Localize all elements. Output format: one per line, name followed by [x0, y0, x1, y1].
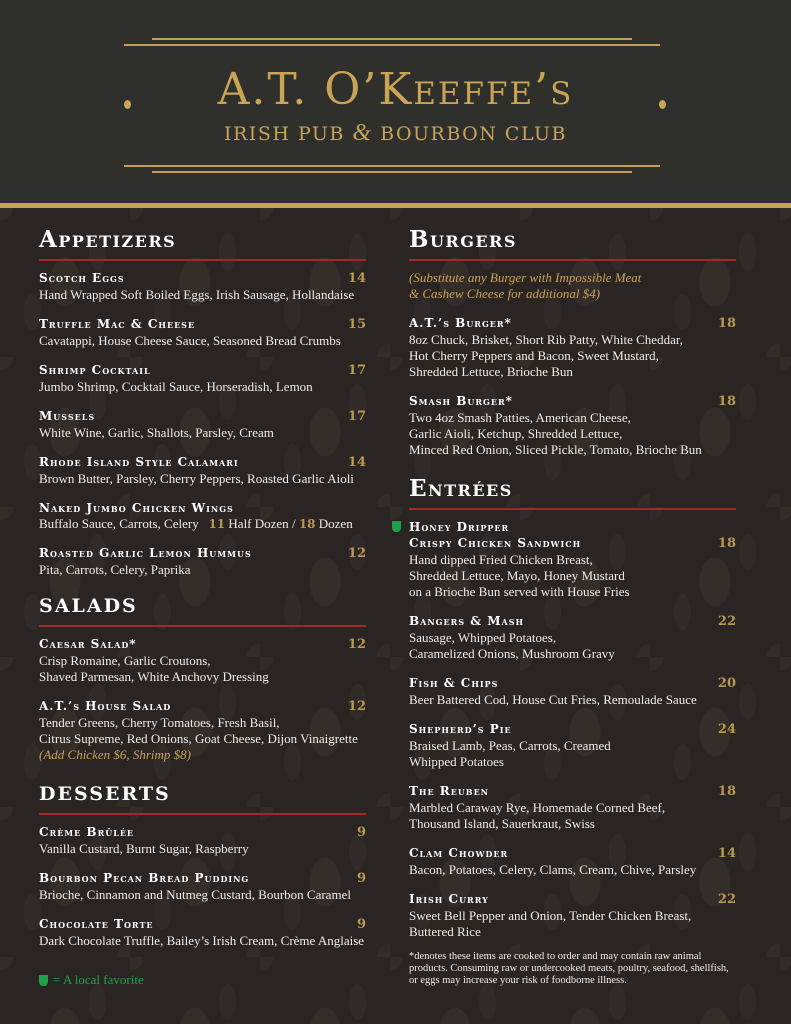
shield-icon: [392, 521, 401, 532]
item-price: 17: [347, 363, 366, 378]
item-price: 18: [717, 316, 736, 331]
item-note: (Add Chicken $6, Shrimp $8): [39, 747, 192, 762]
description-text: Caramelized Onions, Mushroom Gravy: [409, 646, 615, 661]
menu-item: [39, 870, 366, 903]
item-name: Scotch Eggs: [39, 271, 125, 285]
item-header: [39, 408, 366, 425]
description-text: Buffalo Sauce, Carrots, Celery: [39, 516, 199, 531]
item-description: [409, 754, 736, 770]
menu-item: [39, 824, 366, 857]
section-salads: [39, 593, 366, 776]
item-price: 14: [347, 455, 366, 470]
shield-icon: [39, 975, 48, 986]
description-text: Vanilla Custard, Burnt Sugar, Raspberry: [39, 841, 249, 856]
item-name: Naked Jumbo Chicken Wings: [39, 501, 234, 515]
item-description: [409, 738, 736, 754]
item-description: [39, 287, 366, 303]
restaurant-subtitle: [0, 120, 791, 147]
menu-item: [409, 845, 736, 878]
item-name: Irish Curry: [409, 892, 489, 906]
item-price: 14: [347, 271, 366, 286]
description-text: Brioche, Cinnamon and Nutmeg Custard, Bourbon Caramel: [39, 887, 351, 902]
description-text: Shredded Lettuce, Mayo, Honey Mustard: [409, 568, 625, 583]
item-header: [39, 870, 366, 887]
item-header: [409, 613, 736, 630]
menu-item: [39, 500, 366, 532]
item-price: 14: [717, 846, 736, 861]
header-rule: [124, 44, 660, 46]
subtitle-right: BOURBON CLUB: [380, 123, 567, 145]
section-title: Entrées: [409, 476, 736, 510]
description-text: Hand Wrapped Soft Boiled Eggs, Irish Sausage, Hollandaise: [39, 287, 355, 302]
menu-item: [409, 613, 736, 662]
description-text: Crisp Romaine, Garlic Croutons,: [39, 653, 211, 668]
item-description: [39, 933, 366, 949]
item-name: Clam Chowder: [409, 846, 509, 860]
item-description: [39, 715, 366, 731]
item-header: [39, 270, 366, 287]
item-description: [39, 333, 366, 349]
description-text: White Wine, Garlic, Shallots, Parsley, Cream: [39, 425, 274, 440]
header-rule: [152, 38, 632, 40]
item-price: 22: [717, 892, 736, 907]
option-label: Half Dozen: [228, 516, 289, 531]
menu-item: [39, 270, 366, 303]
item-price: 12: [347, 546, 366, 561]
item-price: 20: [717, 676, 736, 691]
description-text: Marbled Caraway Rye, Homemade Corned Beef,: [409, 800, 666, 815]
description-text: Jumbo Shrimp, Cocktail Sauce, Horseradish, Lemon: [39, 379, 313, 394]
option-price: 11: [208, 517, 226, 531]
legend-label: = A local favorite: [53, 972, 144, 987]
item-price: 12: [347, 699, 366, 714]
item-description: [409, 800, 736, 816]
section-intro: [409, 270, 736, 302]
item-header: [409, 845, 736, 862]
item-description: [409, 552, 736, 568]
option-label: Dozen: [318, 516, 353, 531]
item-description: [409, 568, 736, 584]
header: [0, 0, 791, 203]
section-appetizers: [39, 227, 366, 591]
section-entrees: [409, 476, 736, 953]
description-text: Sausage, Whipped Potatoes,: [409, 630, 557, 645]
item-description: [39, 887, 366, 903]
ornament-dot: [659, 100, 666, 109]
item-name: Caesar Salad*: [39, 637, 137, 651]
item-header: [39, 500, 366, 516]
item-name: Shepherd’s Pie: [409, 722, 512, 736]
menu-item: [409, 783, 736, 832]
section-title: Burgers: [409, 227, 736, 261]
intro-line: & Cashew Cheese for additional $4): [409, 286, 601, 301]
description-text: Beer Battered Cod, House Cut Fries, Remoulade Sauce: [409, 692, 697, 707]
item-price: 17: [347, 409, 366, 424]
header-gold-bar: [0, 203, 791, 208]
description-text: 8oz Chuck, Brisket, Short Rib Patty, White Cheddar,: [409, 332, 683, 347]
option-price: 18: [298, 517, 316, 531]
item-name: Shrimp Cocktail: [39, 363, 151, 377]
item-description: [409, 410, 736, 426]
item-description: [39, 379, 366, 395]
item-price: 15: [347, 317, 366, 332]
section-burgers: [409, 227, 736, 471]
item-header: [409, 393, 736, 410]
item-header: [39, 916, 366, 933]
menu-item: [39, 698, 366, 763]
description-text: Dark Chocolate Truffle, Bailey’s Irish Cream, Crème Anglaise: [39, 933, 365, 948]
item-name: Crispy Chicken Sandwich: [409, 536, 582, 550]
item-header: [39, 454, 366, 471]
item-header: [409, 891, 736, 908]
item-description: [39, 562, 366, 578]
item-description: [409, 924, 736, 940]
header-rule: [152, 171, 632, 173]
item-description: [409, 348, 736, 364]
menu-item: [39, 362, 366, 395]
restaurant-name: A.T. O’Keeffe’s: [217, 64, 574, 115]
menu-item: [409, 393, 736, 458]
item-description: [39, 841, 366, 857]
item-description: [409, 442, 736, 458]
menu-item: [409, 315, 736, 380]
item-description: [39, 653, 366, 669]
section-desserts: [39, 781, 366, 962]
item-header: [39, 545, 366, 562]
item-header: [39, 316, 366, 333]
item-description: [409, 426, 736, 442]
item-name: A.T.’s House Salad: [39, 699, 172, 713]
description-text: Brown Butter, Parsley, Cherry Peppers, Roasted Garlic Aioli: [39, 471, 354, 486]
header-rule: [124, 165, 660, 167]
item-description: [39, 669, 366, 685]
menu-item: [39, 316, 366, 349]
item-header: [409, 315, 736, 332]
description-text: Braised Lamb, Peas, Carrots, Creamed: [409, 738, 611, 753]
menu-item: [409, 519, 736, 600]
item-name: Chocolate Torte: [39, 917, 154, 931]
item-description: [409, 364, 736, 380]
menu-item: [409, 891, 736, 940]
intro-line: (Substitute any Burger with Impossible Meat: [409, 270, 642, 285]
item-price: 24: [717, 722, 736, 737]
item-price: 18: [717, 394, 736, 409]
item-description: [409, 332, 736, 348]
item-description: [409, 630, 736, 646]
item-name: The Reuben: [409, 784, 489, 798]
section-title: Appetizers: [39, 227, 366, 261]
subtitle-left: IRISH PUB: [224, 123, 345, 145]
item-name: Rhode Island Style Calamari: [39, 455, 239, 469]
description-text: Two 4oz Smash Patties, American Cheese,: [409, 410, 631, 425]
description-text: Thousand Island, Sauerkraut, Swiss: [409, 816, 595, 831]
description-text: Hand dipped Fried Chicken Breast,: [409, 552, 593, 567]
item-header: [39, 824, 366, 841]
description-text: Shredded Lettuce, Brioche Bun: [409, 364, 573, 379]
description-text: Whipped Potatoes: [409, 754, 504, 769]
description-text: Buttered Rice: [409, 924, 481, 939]
menu-item: [409, 721, 736, 770]
item-name: Crème Brûlée: [39, 825, 135, 839]
menu-item: [39, 636, 366, 685]
description-text: Minced Red Onion, Sliced Pickle, Tomato, Brioche Bun: [409, 442, 702, 457]
menu-item: [39, 454, 366, 487]
section-title: SALADS: [39, 593, 366, 627]
item-name: Roasted Garlic Lemon Hummus: [39, 546, 252, 560]
item-description: [39, 425, 366, 441]
item-name: Fish & Chips: [409, 676, 499, 690]
menu-item: [409, 675, 736, 708]
item-header: [39, 698, 366, 715]
item-price: 9: [356, 871, 366, 886]
description-text: Pita, Carrots, Celery, Paprika: [39, 562, 191, 577]
item-description: [409, 816, 736, 832]
item-name: Bangers & Mash: [409, 614, 525, 628]
item-header: [409, 675, 736, 692]
item-price: 22: [717, 614, 736, 629]
item-price: 9: [356, 917, 366, 932]
item-description: [409, 908, 736, 924]
item-name: Smash Burger*: [409, 394, 513, 408]
allergy-footnote: *denotes these items are cooked to order and may contain raw animal products. Consuming raw or undercooked meats, poultry, seafood, shellfish, or eggs may increase your risk of foodborne illness.: [409, 951, 729, 986]
item-name: A.T.’s Burger*: [409, 316, 512, 330]
item-name: Mussels: [39, 409, 96, 423]
item-price: 9: [356, 825, 366, 840]
menu-item: [39, 545, 366, 578]
description-text: Shaved Parmesan, White Anchovy Dressing: [39, 669, 269, 684]
item-name: Bourbon Pecan Bread Pudding: [39, 871, 250, 885]
description-text: Citrus Supreme, Red Onions, Goat Cheese, Dijon Vinaigrette: [39, 731, 358, 746]
item-description: [409, 692, 736, 708]
item-description: Buffalo Sauce, Carrots, Celery 11 Half Dozen / 18 Dozen: [39, 516, 353, 531]
description-text: Tender Greens, Cherry Tomatoes, Fresh Basil,: [39, 715, 280, 730]
description-text: Sweet Bell Pepper and Onion, Tender Chicken Breast,: [409, 908, 692, 923]
description-text: Bacon, Potatoes, Celery, Clams, Cream, Chive, Parsley: [409, 862, 697, 877]
item-header: [409, 721, 736, 738]
menu-item: [39, 408, 366, 441]
item-description: [409, 862, 736, 878]
item-header: [39, 362, 366, 379]
subtitle-ampersand: &: [352, 120, 373, 146]
item-header: [409, 783, 736, 800]
item-name: Honey Dripper: [409, 520, 510, 534]
section-title: DESSERTS: [39, 781, 366, 815]
item-description: [39, 731, 366, 747]
item-header: [39, 636, 366, 653]
item-price: 18: [717, 784, 736, 799]
item-description: [409, 646, 736, 662]
item-header: [409, 535, 736, 552]
description-text: Cavatappi, House Cheese Sauce, Seasoned Bread Crumbs: [39, 333, 341, 348]
favorite-legend: [39, 972, 144, 988]
menu-item: [39, 916, 366, 949]
item-description: [39, 471, 366, 487]
item-description: [409, 584, 736, 600]
item-name: Truffle Mac & Cheese: [39, 317, 196, 331]
item-price: 12: [347, 637, 366, 652]
item-price: 18: [717, 536, 736, 551]
description-text: on a Brioche Bun served with House Fries: [409, 584, 630, 599]
description-text: Hot Cherry Peppers and Bacon, Sweet Mustard,: [409, 348, 659, 363]
description-text: Garlic Aioli, Ketchup, Shredded Lettuce,: [409, 426, 623, 441]
